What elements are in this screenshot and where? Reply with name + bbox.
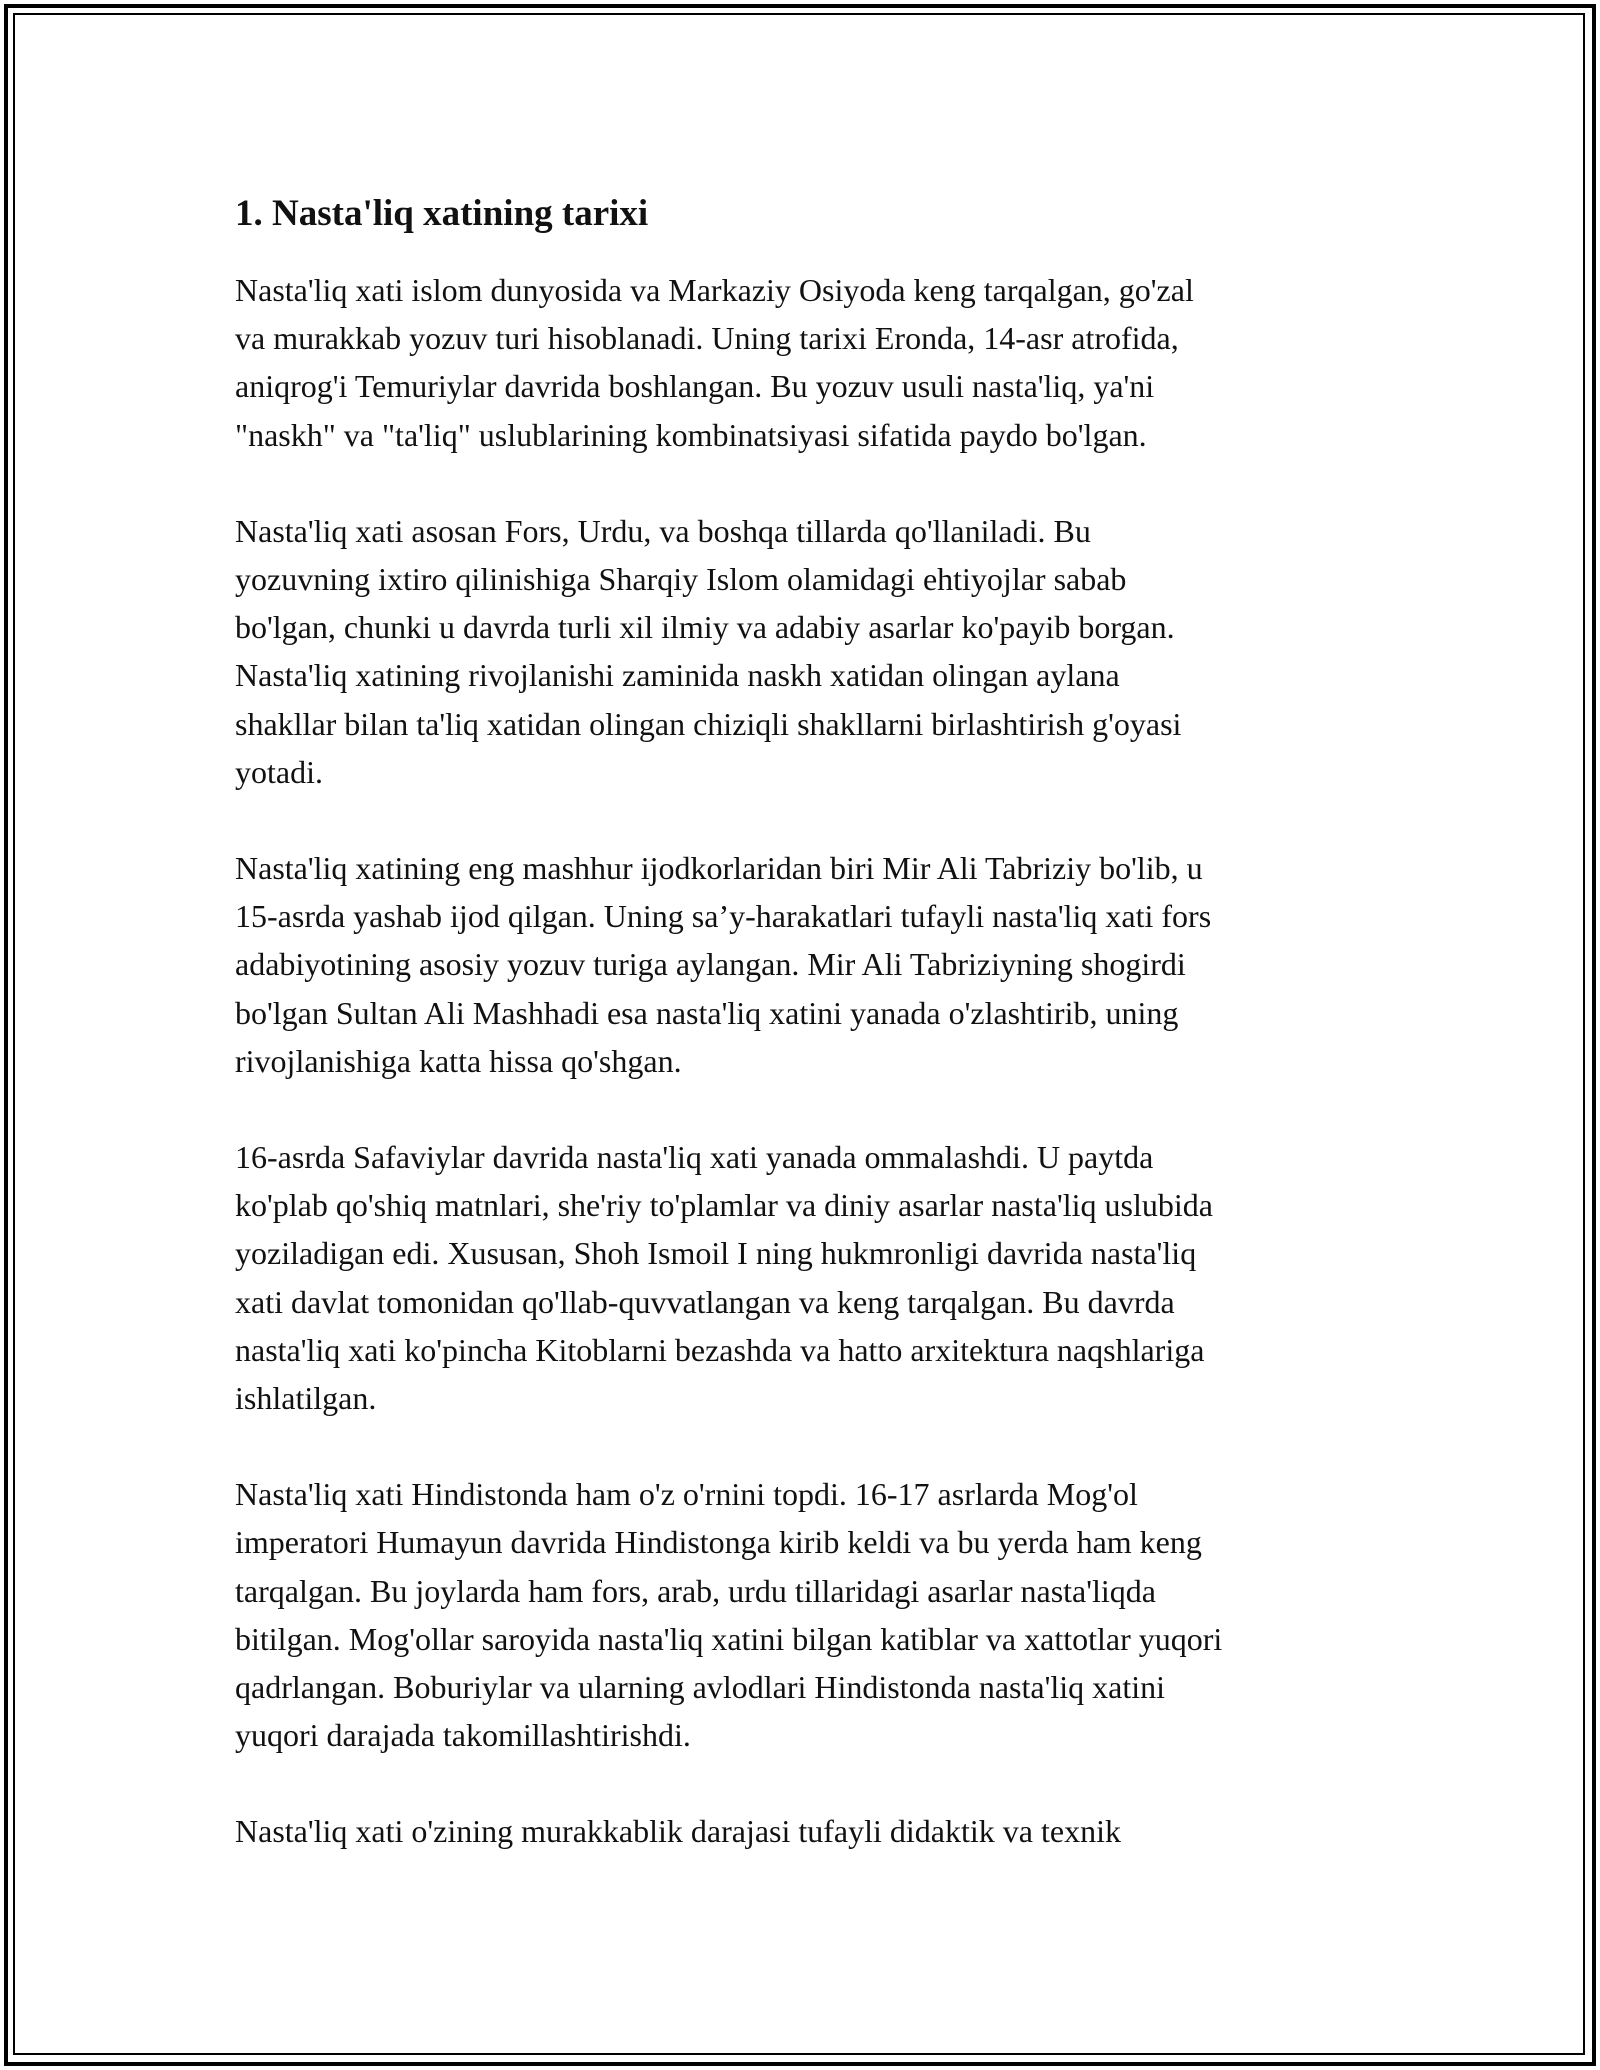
text-line: Nasta'liq xati asosan Fors, Urdu, va boshqa tillarda qo'llaniladi. Bu [235,512,1091,549]
text-line: bo'lgan, chunki u davrda turli xil ilmiy va adabiy asarlar ko'payib borgan. [235,609,1175,646]
text-line: rivojlanishiga katta hissa qo'shgan. [235,1042,682,1079]
text-line: yotadi. [235,753,323,790]
text-line: tarqalgan. Bu joylarda ham fors, arab, urdu tillaridagi asarlar nasta'liqda [235,1572,1156,1609]
document-body [235,188,1375,1904]
paragraph-3 [235,844,1375,1085]
text-line: Nasta'liq xati o'zining murakkablik darajasi tufayli didaktik va texnik [235,1813,1121,1850]
text-line: shakllar bilan ta'liq xatidan olingan chiziqli shakllarni birlashtirish g'oyasi [235,705,1182,742]
text-line: 16-asrda Safaviylar davrida nasta'liq xati yanada ommalashdi. U paytda [235,1139,1154,1176]
text-line: bo'lgan Sultan Ali Mashhadi esa nasta'liq xatini yanada o'zlashtirib, uning [235,994,1179,1031]
text-line: adabiyotining asosiy yozuv turiga aylangan. Mir Ali Tabriziyning shogirdi [235,946,1186,983]
text-line: Nasta'liq xati islom dunyosida va Markaziy Osiyoda keng tarqalgan, go'zal [235,272,1194,308]
text-line: qadrlangan. Boburiylar va ularning avlodlari Hindistonda nasta'liq xatini [235,1669,1165,1706]
text-line: Nasta'liq xatining rivojlanishi zaminida naskh xatidan olingan aylana [235,657,1120,694]
text-line: aniqrog'i Temuriylar davrida boshlangan. Bu yozuv usuli nasta'liq, ya'ni [235,368,1155,405]
section-heading: 1. Nasta'liq xatining tarixi [235,193,649,234]
text-line: yoziladigan edi. Xususan, Shoh Ismoil I ning hukmronligi davrida nasta'liq [235,1235,1197,1272]
text-line: yuqori darajada takomillashtirishdi. [235,1717,691,1754]
paragraph-6 [235,1807,1375,1855]
paragraph-1 [235,266,1375,459]
text-line: yozuvning ixtiro qilinishiga Sharqiy Islom olamidagi ehtiyojlar sabab [235,561,1127,598]
paragraph-4 [235,1133,1375,1422]
paragraph-5 [235,1470,1375,1759]
text-line: imperatori Humayun davrida Hindistonga kirib keldi va bu yerda ham keng [235,1524,1202,1561]
text-line: ko'plab qo'shiq matnlari, she'riy to'plamlar va diniy asarlar nasta'liq uslubida [235,1187,1213,1224]
text-line: 15-asrda yashab ijod qilgan. Uning sa’y-harakatlari tufayli nasta'liq xati fors [235,898,1212,935]
text-line: Nasta'liq xatining eng mashhur ijodkorlaridan biri Mir Ali Tabriziy bo'lib, u [235,850,1203,887]
text-line: bitilgan. Mog'ollar saroyida nasta'liq xatini bilgan katiblar va xattotlar yuqori [235,1620,1223,1657]
text-line: ishlatilgan. [235,1380,377,1417]
paragraph-2 [235,507,1375,796]
text-line: xati davlat tomonidan qo'llab-quvvatlangan va keng tarqalgan. Bu davrda [235,1283,1175,1320]
text-line: va murakkab yozuv turi hisoblanadi. Uning tarixi Eronda, 14-asr atrofida, [235,320,1179,357]
text-line: nasta'liq xati ko'pincha Kitoblarni bezashda va hatto arxitektura naqshlariga [235,1331,1205,1368]
text-line: Nasta'liq xati Hindistonda ham o'z o'rnini topdi. 16-17 asrlarda Mog'ol [235,1476,1138,1513]
text-line: "naskh" va "ta'liq" uslublarining kombinatsiyasi sifatida paydo bo'lgan. [235,416,1147,453]
